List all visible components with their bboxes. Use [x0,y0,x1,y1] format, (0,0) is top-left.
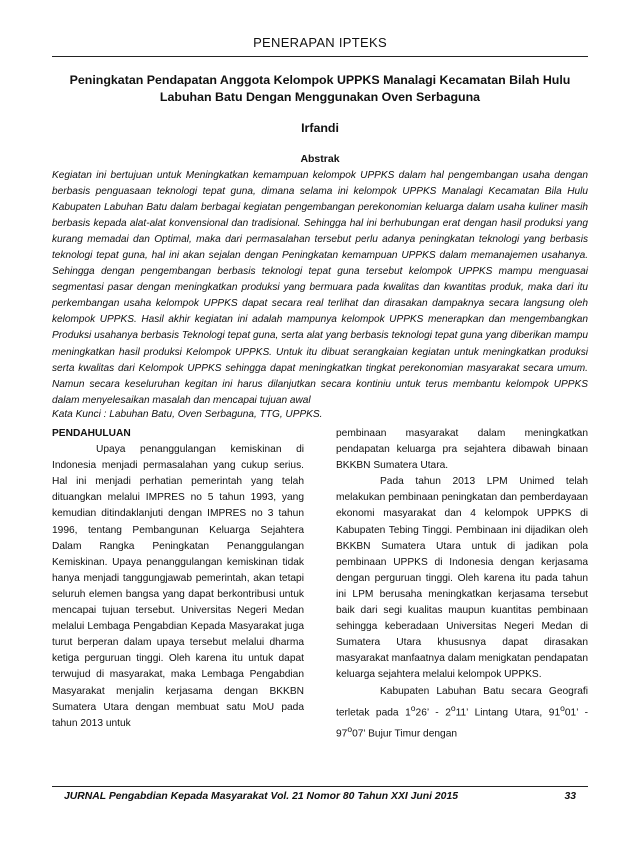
degree-symbol: o [560,702,565,713]
degree-symbol: o [347,724,353,735]
geo-text: 07’ Bujur Timur dengan [352,728,458,740]
abstract-text: Kegiatan ini bertujuan untuk Meningkatkan kemampuan kelompok UPPKS dalam hal pengembangan usaha dengan berbasis penguasaan teknologi tepat guna, dimana selama ini kelompok UPPKS Manalagi Kecamatan Bila Hulu Kabupaten Labuhan Batu dalam berbagai kegiatan pengembangan perekonomian keluarga dalam usaha kuliner masih berbasis kepada alat-alat konvensional dan tradisional. Sehingga hal ini berhubungan erat dengan hasil produksi yang kurang memadai dan Optimal, maka dari permasalahan tersebut perlu adanya peningkatan teknologi yang berbasis teknologi tepat guna, hal ini akan sejalan dengan Peningkatan kemampuan UPPKS dalam memanajemen usahanya. Sehingga dengan pengembangan berbasis teknologi tepat guna tersebut kelompok UPPKS mampu menguasai segmentasi pasar dengan meningkatkan produksi yang bermuara pada kwalitas dan kwantitas produk, maka dari itu perkembangan usaha kelompok UPPKS dapat secara real terlihat dan dirasakan dampaknya secara langsung oleh kelompok UPPKS. Hasil akhir kegiatan ini adalah mampunya kelompok UPPKS menerapkan dan mengembangkan Produksi usahanya berbasis Teknologi tepat guna, serta alat yang berbasis teknologi tepat guna yang diberikan mampu meningkatkan hasil produksi Kelompok UPPKS. Untuk itu dibuat serangkaian kegiatan untuk meningkatkan produksi serta kwalitas dari Kelompok UPPKS sehingga dapat meningkatkan tingkat perekonomian masyarakat secara umum. Namun secara keseluruhan kegitan ini harus dilanjutkan secara kontiniu untuk terus membantu kelompok UPPKS dalam menyelesaikan masalah dan mencapai tujuan awal [52,170,588,406]
article-author: Irfandi [301,121,339,135]
body-paragraph: Pada tahun 2013 LPM Unimed telah melakukan pembinaan peningkatan dan pemberdayaan ekonomi masyarakat dan 4 kelompok UPPKS di Kabupaten Tebing Tinggi. Pembinaan ini dijadikan oleh BKKBN Sumatera Utara untuk di jadikan pola pembinaan UPPKS di Indonesia dengan kerjasama dengan perguruan tinggi. Oleh karena itu pada tahun ini LPM berusaha meningkatkan kerjasama tersebut baik dari segi kualitas maupun kuantitas pembinaan sehingga keberadaan Universitas Negeri Medan di Sumatera Utara khususnya dapat dirasakan masyarakat manfaatnya dalam menigkatan pendapatan keluarga sejahtera melalui kelompok UPPKS. [336,476,588,681]
abstract-heading: Abstrak [300,153,340,165]
section-heading: PENDAHULUAN [52,428,131,439]
body-paragraph: Upaya penanggulangan kemiskinan di Indonesia menjadi permasalahan yang cukup serius. Hal ini menjadi perhatian pemerintah yang telah dituangkan melalui IMPRES no 5 tahun 1993, yang kemudian ditindaklanjuti dengan IMPRES no 3 tahun 1996, tentang Pembangunan Keluarga Sejahtera Dalam Rangka Peningkatan Penanggulangan Kemiskinan. Upaya penanggulangan kemiskinan tidak hanya menjadi tanggungjawab pemerintah, akan tetapi seluruh elemen bangsa yang dapat berkontribusi untuk mencapai tujuan tersebut. Universitas Negeri Medan melalui Lembaga Pengabdian Kepada Masyarakat juga turut berperan dalam upaya tersebut melalui dharma ketiga perguruan tinggi. Oleh karena itu untuk dapat terwujud di masyarakat, maka Lembaga Pengabdian Masyarakat menjalin kerjasama dengan BKKBN Sumatera Utara dengan membuat satu MoU pada tahun 2013 untuk [52,444,304,729]
body-paragraph: pembinaan masyarakat dalam meningkatkan pendapatan keluarga pra sejahtera dibawah binaan BKKBN Sumatera Utara. [336,428,588,472]
degree-symbol: o [410,702,416,713]
article-title: Peningkatan Pendapatan Anggota Kelompok UPPKS Manalagi Kecamatan Bilah Hulu Labuhan Batu Dengan Menggunakan Oven Serbaguna [69,73,571,104]
geo-text: 11’ Lintang Utara, 91 [455,706,561,718]
right-column [336,426,588,743]
journal-citation: JURNAL Pengabdian Kepada Masyarakat Vol. 21 Nomor 80 Tahun XXI Juni 2015 [64,791,459,802]
body-paragraph-geography [336,684,588,743]
geo-text: 01’ - 97 [336,706,588,740]
left-column [52,426,304,732]
degree-symbol: o [450,702,456,713]
footer-rule [52,786,588,787]
keywords: Kata Kunci : Labuhan Batu, Oven Serbaguna, TTG, UPPKS. [52,409,323,420]
page-number: 33 [564,791,576,802]
running-header: PENERAPAN IPTEKS [253,35,387,50]
header-rule [52,56,588,57]
geo-text: 26’ - 2 [415,706,451,718]
geo-text: Kabupaten Labuhan Batu secara Geografi terletak pada 1 [336,685,588,718]
